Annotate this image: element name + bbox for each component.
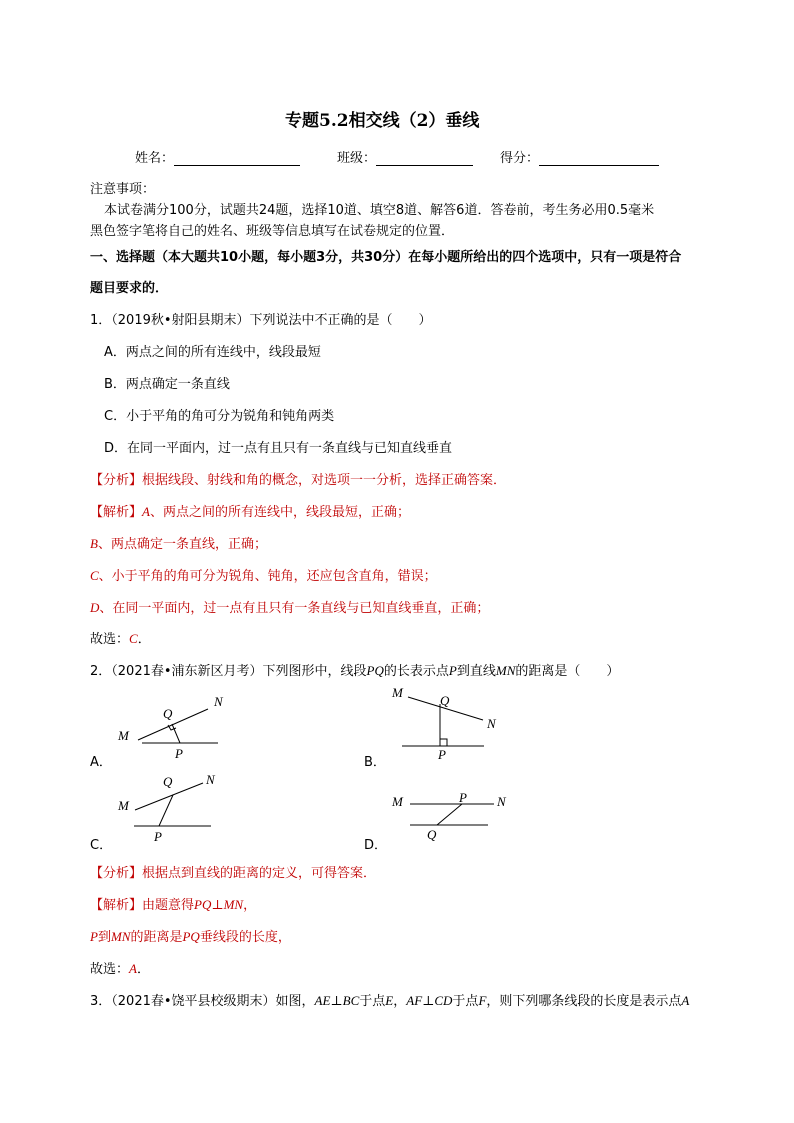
fig-a-label-p: P: [175, 746, 183, 761]
stem-math: AE⊥BC: [314, 993, 360, 1008]
stem-math: AF⊥CD: [406, 993, 453, 1008]
score-field[interactable]: [500, 147, 659, 166]
class-label: 班级：: [337, 151, 377, 166]
fig-b-label-p: P: [438, 747, 446, 762]
fig-a-label-q: Q: [163, 706, 173, 721]
sol-text: 的距离是: [130, 930, 183, 945]
analysis-text: 根据线段、射线和角的概念，对选项一一分析，选择正确答案．: [142, 473, 507, 488]
q3-stem: [90, 990, 689, 1009]
figure-a: [138, 709, 218, 743]
class-blank[interactable]: [376, 151, 473, 166]
q1-option-a: A．两点之间的所有连线中，线段最短: [104, 345, 321, 360]
q1-option-c: C．小于平角的角可分为锐角和钝角两类: [104, 409, 335, 424]
fig-a-label-n: N: [214, 694, 223, 709]
q2-option-d-label: D．: [364, 838, 388, 853]
q1-answer: [90, 628, 151, 647]
sol-letter: A: [142, 504, 150, 519]
name-field[interactable]: [135, 147, 300, 166]
stem-math: E: [385, 993, 394, 1008]
stem-part: 的距离是（ ）: [515, 664, 620, 679]
sol-letter: C: [90, 568, 99, 583]
figure-c: [134, 783, 211, 826]
sol-math: PQ⊥MN: [194, 897, 244, 912]
notice-heading: 注意事项：: [90, 182, 156, 197]
fig-d-label-m: M: [392, 794, 403, 809]
q2-analysis: [90, 862, 376, 881]
notice-line1: 本试卷满分100分，试题共24题，选择10道、填空8道、解答6道．答卷前，考生务必用0.5毫米: [104, 203, 655, 218]
stem-part: ，则下列哪条线段的长度是表示点: [486, 994, 682, 1009]
name-blank[interactable]: [174, 151, 300, 166]
q2-answer: [90, 958, 150, 977]
fig-d-label-n: N: [497, 794, 506, 809]
q2-figures: [0, 680, 794, 850]
stem-mn: MN: [495, 663, 516, 678]
stem-part: 3．（2021春•饶平县校级期末）如图，: [90, 994, 315, 1009]
sol-letter: D: [90, 600, 100, 615]
fig-b-label-q: Q: [440, 693, 450, 708]
page-title: 专题5.2相交线（2）垂线: [285, 111, 480, 131]
figure-d: [410, 804, 494, 825]
stem-part: 于点: [452, 994, 479, 1009]
analysis-tag: 【分析】: [90, 866, 143, 881]
stem-part: 到直线: [456, 664, 496, 679]
answer-letter: A: [129, 961, 137, 976]
stem-part: 于点: [359, 994, 386, 1009]
score-label: 得分：: [500, 151, 540, 166]
answer-suffix: ．: [136, 962, 150, 977]
name-label: 姓名：: [135, 151, 175, 166]
sol-text: 、在同一平面内，过一点有且只有一条直线与已知直线垂直，正确；: [99, 601, 490, 616]
stem-pq: PQ: [366, 663, 384, 678]
q2-stem: [90, 660, 619, 679]
fig-d-label-q: Q: [427, 827, 437, 842]
q1-stem: 1．（2019秋•射阳县期末）下列说法中不正确的是（ ）: [90, 313, 432, 328]
q1-option-d: D．在同一平面内，过一点有且只有一条直线与已知直线垂直: [104, 441, 453, 456]
fig-b-label-n: N: [487, 716, 496, 731]
q2-option-a-label: A．: [90, 755, 112, 770]
solution-tag: 【解析】: [90, 898, 143, 913]
analysis-tag: 【分析】: [90, 473, 143, 488]
q1-solution-a: [90, 501, 410, 520]
q1-solution-c: [90, 565, 437, 584]
sol-math: PQ: [182, 929, 200, 944]
solution-tag: 【解析】: [90, 505, 143, 520]
score-blank[interactable]: [539, 151, 659, 166]
section1-line2: 题目要求的．: [90, 281, 169, 296]
sol-text: 、两点确定一条直线，正确；: [97, 537, 267, 552]
answer-suffix: ．: [137, 632, 151, 647]
sol-text: 由题意得: [142, 898, 195, 913]
answer-prefix: 故选：: [90, 962, 130, 977]
class-field[interactable]: [337, 147, 473, 166]
q1-analysis: [90, 469, 506, 488]
sol-text: 垂线段的长度，: [199, 930, 291, 945]
fig-c-label-p: P: [154, 829, 162, 844]
fig-b-label-m: M: [392, 685, 403, 700]
q1-solution-b: [90, 533, 267, 552]
fig-c-label-m: M: [118, 798, 129, 813]
q1-option-b: B．两点确定一条直线: [104, 377, 230, 392]
sol-math: P: [90, 929, 98, 944]
q1-solution-d: [90, 597, 489, 616]
sol-text: ，: [243, 898, 257, 913]
q2-option-c-label: C．: [90, 838, 113, 853]
sol-math: MN: [110, 929, 131, 944]
stem-part: 2．（2021春•浦东新区月考）下列图形中，线段: [90, 664, 367, 679]
fig-d-label-p: P: [459, 790, 467, 805]
fig-c-label-q: Q: [163, 774, 173, 789]
notice-line2: 黑色签字笔将自己的姓名、班级等信息填写在试卷规定的位置．: [90, 224, 455, 239]
q2-solution-2: [90, 926, 291, 945]
fig-c-label-n: N: [206, 772, 215, 787]
sol-text: 、小于平角的角可分为锐角、钝角，还应包含直角，错误；: [98, 569, 437, 584]
stem-part: ，: [393, 994, 407, 1009]
q2-option-b-label: B．: [364, 755, 386, 770]
stem-part: 的长表示点: [383, 664, 449, 679]
q2-solution-1: [90, 894, 256, 913]
sol-letter: B: [90, 536, 98, 551]
sol-text: 到: [97, 930, 111, 945]
stem-math: F: [478, 993, 487, 1008]
answer-prefix: 故选：: [90, 632, 130, 647]
analysis-text: 根据点到直线的距离的定义，可得答案．: [142, 866, 377, 881]
sol-text: 、两点之间的所有连线中，线段最短，正确；: [149, 505, 410, 520]
stem-math: A: [681, 993, 690, 1008]
fig-a-label-m: M: [118, 728, 129, 743]
answer-letter: C: [129, 631, 138, 646]
stem-p: P: [448, 663, 457, 678]
section1-line1: 一、选择题（本大题共10小题，每小题3分，共30分）在每小题所给出的四个选项中，只有一项是符合: [90, 250, 682, 265]
